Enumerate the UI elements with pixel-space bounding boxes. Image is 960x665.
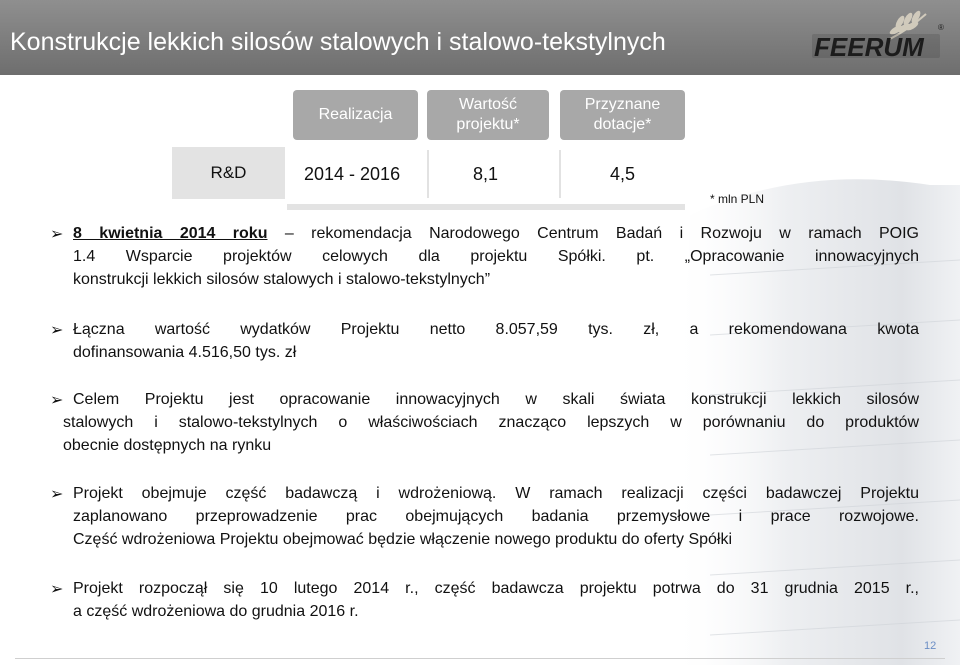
text-span: Projekt obejmuje część badawczą i wdrożeniową. W ramach realizacji części badawczej Projektu [73,485,919,502]
column-header-wartosc [427,90,549,140]
text-span: zaplanowano przeprowadzenie prac obejmujących badania przemysłowe i prace rozwojowe. [73,508,919,525]
text-span: konstrukcji lekkich silosów stalowych i stalowo-tekstylnych” [73,271,491,288]
text-line [63,434,919,457]
text-line [73,341,919,364]
footer-divider [15,658,945,659]
value-realizacja: 2014 - 2016 [304,164,401,184]
column-divider [427,150,429,198]
text-line [73,268,919,291]
text-span: Łączna wartość wydatków Projektu netto 8.057,59 tys. zł, a rekomendowana kwota [73,321,919,338]
page-title: Konstrukcje lekkich silosów stalowych i stalowo-tekstylnych [10,28,666,56]
bullet-paragraph [73,222,919,291]
text-line [63,411,919,434]
column-header-label: Przyznane [584,96,661,113]
bullet-arrow-icon: ➢ [50,226,64,243]
column-header-dotacje [560,90,685,140]
svg-text:®: ® [938,23,944,32]
column-header-label: dotacje* [593,116,652,133]
text-line [73,388,919,411]
bullet-arrow-icon: ➢ [50,486,64,503]
bullet-arrow-icon: ➢ [50,392,64,409]
text-line [73,482,919,505]
units-note: * mln PLN [710,192,765,206]
text-line [73,528,919,551]
bullet-paragraph [73,318,919,364]
text-span: obecnie dostępnych na rynku [63,437,272,454]
column-header-realizacja [293,90,418,140]
bullet-paragraph [73,577,919,623]
bullet-arrow-icon: ➢ [50,322,64,339]
column-header-label: Realizacja [318,106,393,123]
bullet-paragraph [63,388,919,457]
text-span: stalowych i stalowo-tekstylnych o właściwościach znacząco lepszych w porównaniu do produktów [63,414,919,431]
date-highlight: 8 kwietnia 2014 roku [73,225,268,242]
value-wartosc: 8,1 [473,164,499,184]
table-underline [287,204,685,210]
page-number: 12 [924,640,937,652]
text-line [73,222,919,245]
text-line [73,600,919,623]
value-dotacje: 4,5 [610,164,636,184]
text-span: Celem Projektu jest opracowanie innowacyjnych w skali świata konstrukcji lekkich silosów [73,391,919,408]
column-header-label: Wartość [458,96,518,113]
text-span: Część wdrożeniowa Projektu obejmować będzie włączenie nowego produktu do oferty Spółki [73,531,733,548]
text-line [73,318,919,341]
text-span: dofinansowania 4.516,50 tys. zł [73,344,297,361]
row-label-rd: R&D [172,147,285,199]
column-header-label: projektu* [456,116,520,133]
text-span: – rekomendacja Narodowego Centrum Badań i Rozwoju w ramach POIG [267,225,919,242]
text-line [73,505,919,528]
column-divider [559,150,561,198]
text-span: a część wdrożeniowa do grudnia 2016 r. [73,603,359,620]
text-span: 1.4 Wsparcie projektów celowych dla projektu Spółki. pt. „Opracowanie innowacyjnych [73,248,919,265]
bullet-arrow-icon: ➢ [50,581,64,598]
text-span: Projekt rozpoczął się 10 lutego 2014 r., część badawcza projektu potrwa do 31 grudnia 2015 r., [73,580,919,597]
feerum-logo [808,10,948,66]
text-line [73,577,919,600]
bullet-paragraph [73,482,919,551]
text-line [73,245,919,268]
header-bar [0,0,960,75]
svg-text:FEERUM: FEERUM [814,32,924,62]
